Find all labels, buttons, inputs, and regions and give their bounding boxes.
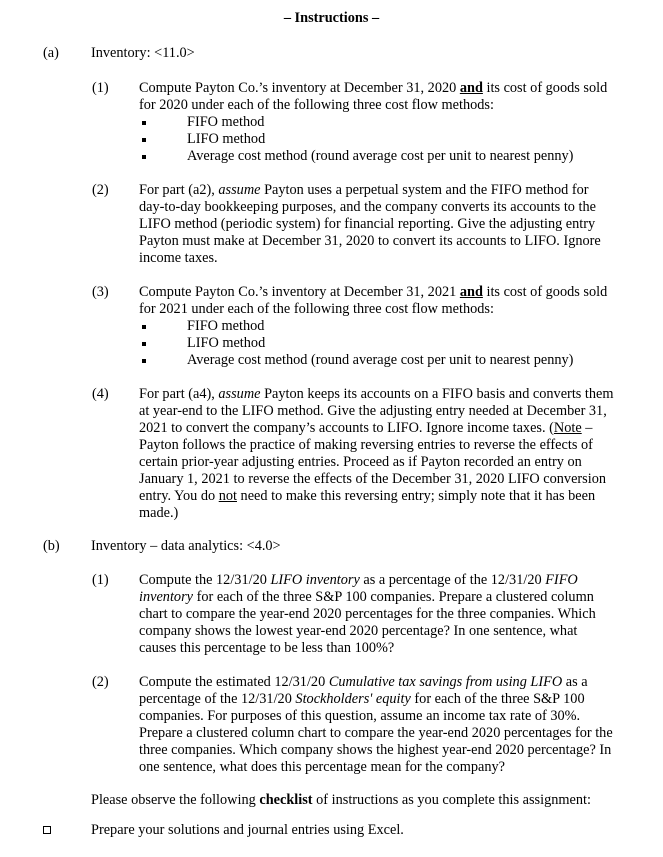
item-a4-note: Note <box>553 420 582 436</box>
item-a4-not: not <box>218 488 237 504</box>
bullet-item: FIFO method <box>139 114 617 131</box>
item-a2-text-part: For part (a2), <box>139 182 219 198</box>
item-a3-text-part: Compute Payton Co.’s inventory at December 31, 2021 <box>139 284 460 300</box>
item-a1-text-part: Compute Payton Co.’s inventory at December 31, 2020 <box>139 80 460 96</box>
item-a4-text-part: Payton keeps its accounts on a FIFO basis and converts them at year-end to the LIFO method. Give the adjusting entry needed at December 31, 2021 to convert the company’s accounts to LIFO. Ignore income taxes. ( <box>139 386 614 436</box>
bullet-item: LIFO method <box>139 335 617 352</box>
checklist-checkbox[interactable] <box>43 826 51 834</box>
item-b2-text-part: as a percentage of the 12/31/20 <box>139 674 588 707</box>
part-a-label: (a) <box>43 45 59 61</box>
item-a2-number: (2) <box>92 182 109 198</box>
item-b2-text-part: Compute the estimated 12/31/20 <box>139 674 329 690</box>
part-a-heading: Inventory: <11.0> <box>91 45 195 61</box>
item-b2-italic: Stockholders' equity <box>295 691 411 707</box>
item-b1-italic: LIFO inventory <box>270 572 360 588</box>
item-b1-italic: FIFO inventory <box>139 572 578 605</box>
item-a3-and: and <box>459 284 483 300</box>
item-a1-bullets <box>139 114 617 165</box>
item-b2-number: (2) <box>92 674 109 690</box>
item-b1-number: (1) <box>92 572 109 588</box>
checklist-intro <box>91 792 591 809</box>
item-b2-italic: Cumulative tax savings from using LIFO <box>328 674 563 690</box>
checklist-intro-text: Please observe the following <box>91 792 260 808</box>
item-a1-text-part: its cost of goods sold for 2020 under each of the following three cost flow methods: <box>139 80 608 113</box>
item-a4-text-part: need to make this reversing entry; simply note that it has been made.) <box>139 488 596 521</box>
item-a3-bullets <box>139 318 617 369</box>
item-a1-number: (1) <box>92 80 109 96</box>
item-a2-text-part: Payton uses a perpetual system and the FIFO method for day-to-day bookkeeping purposes, and the company converts its accounts to the LIFO method (periodic system) for financial reporting. Give the adjusting entry Payton must make at December 31, 2020 to convert its accounts to LIFO. Ignore income taxes. <box>139 182 601 266</box>
checklist-item: Prepare your solutions and journal entries using Excel. <box>91 822 404 838</box>
checklist-bold: checklist <box>259 792 313 808</box>
bullet-item: Average cost method (round average cost per unit to nearest penny) <box>139 148 617 165</box>
item-a3-number: (3) <box>92 284 109 300</box>
item-a1-text <box>139 80 617 165</box>
item-a1-and: and <box>459 80 483 96</box>
item-b2-text <box>139 674 617 776</box>
item-a3-text-part: its cost of goods sold for 2021 under each of the following three cost flow methods: <box>139 284 608 317</box>
bullet-item: LIFO method <box>139 131 617 148</box>
item-a4-text <box>139 386 617 522</box>
page-title: – Instructions – <box>283 10 380 26</box>
bullet-item: Average cost method (round average cost per unit to nearest penny) <box>139 352 617 369</box>
item-b1-text <box>139 572 617 657</box>
item-b1-text-part: Compute the 12/31/20 <box>139 572 271 588</box>
item-b1-text-part: for each of the three S&P 100 companies. Prepare a clustered column chart to compare the year-end 2020 percentages for the three companies. Which company shows the lowest year-end 2020 percentage? In one sentence, what causes this percentage to be less than 100%? <box>139 589 596 656</box>
part-b-heading: Inventory – data analytics: <4.0> <box>91 538 281 554</box>
part-b-label: (b) <box>43 538 60 554</box>
item-b1-text-part: as a percentage of the 12/31/20 <box>359 572 546 588</box>
item-a3-text <box>139 284 617 369</box>
item-a4-text-part: For part (a4), <box>139 386 219 402</box>
item-a4-number: (4) <box>92 386 109 402</box>
item-a2-text <box>139 182 617 267</box>
bullet-item: FIFO method <box>139 318 617 335</box>
item-a4-assume: assume <box>218 386 261 402</box>
item-a2-assume: assume <box>218 182 261 198</box>
item-a4-text-part: – Payton follows the practice of making reversing entries to reverse the effects of certain prior-year adjusting entries. Proceed as if Payton recorded an entry on January 1, 2021 to reverse the effects of the December 31, 2020 LIFO conversion entry. You do <box>139 420 607 504</box>
checklist-intro-text: of instructions as you complete this assignment: <box>312 792 591 808</box>
item-b2-text-part: for each of the three S&P 100 companies. For purposes of this question, assume an income tax rate of 30%. Prepare a clustered column chart to compare the year-end 2020 percentages for the three companies. Which company shows the highest year-end 2020 percentage? In one sentence, what does this percentage mean for the company? <box>139 691 613 775</box>
